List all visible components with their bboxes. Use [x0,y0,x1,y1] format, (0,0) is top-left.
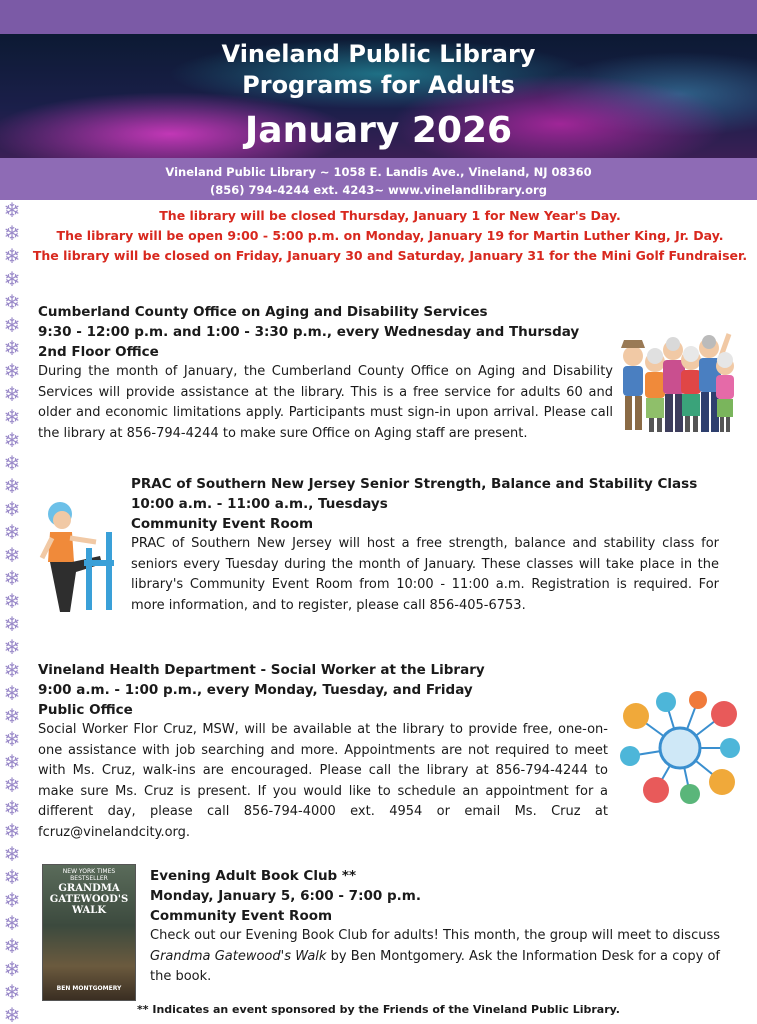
snowflake-icon: ❄ [3,589,21,613]
event-time: Monday, January 5, 6:00 - 7:00 p.m. [150,888,421,904]
event-description [150,926,720,988]
snowflake-icon: ❄ [3,635,21,659]
snowflake-icon: ❄ [3,543,21,567]
snowflake-icon: ❄ [3,957,21,981]
event-location: Community Event Room [131,516,314,532]
event-office-on-aging [38,302,613,444]
event-title: PRAC of Southern New Jersey Senior Strength, Balance and Stability Class [131,476,698,492]
snowflake-icon: ❄ [3,980,21,1004]
event-location: Community Event Room [150,908,333,924]
event-location: 2nd Floor Office [38,344,159,360]
snowflake-icon: ❄ [3,704,21,728]
notice-line: The library will be open 9:00 - 5:00 p.m. on Monday, January 19 for Martin Luther King, Jr. Day. [56,228,724,243]
event-title: Evening Adult Book Club ** [150,868,357,884]
closure-notice [30,206,750,266]
snowflake-icon: ❄ [3,382,21,406]
snowflake-icon: ❄ [3,888,21,912]
library-address: Vineland Public Library ~ 1058 E. Landis Ave., Vineland, NJ 08360 [165,165,592,179]
event-location: Public Office [38,702,133,718]
snowflake-icon: ❄ [3,566,21,590]
snowflake-icon: ❄ [3,474,21,498]
sponsor-footnote: ** Indicates an event sponsored by the Friends of the Vineland Public Library. [137,1003,620,1016]
snowflake-icon: ❄ [3,934,21,958]
snowflake-icon: ❄ [3,1003,21,1024]
snowflake-icon: ❄ [3,865,21,889]
book-cover-image [42,864,136,1001]
book-author: BEN MONTGOMERY [56,985,122,992]
snowflake-icon: ❄ [3,727,21,751]
library-contact: (856) 794-4244 ext. 4243~ www.vinelandlibrary.org [210,183,547,197]
event-description: During the month of January, the Cumberland County Office on Aging and Disability Services will provide assistance at the library. This is a free service for adults 60 and older and economic limitations apply. Participants must sign-in upon arrival. Please call the library at 856-794-4244 to make sure Office on Aging staff are present. [38,364,613,441]
event-title: Cumberland County Office on Aging and Disability Services [38,304,488,320]
snowflake-icon: ❄ [3,290,21,314]
notice-line: The library will be closed Thursday, January 1 for New Year's Day. [159,208,621,223]
seniors-group-illustration [615,326,740,436]
header-subtitle: Programs for Adults [242,71,515,99]
event-book-club [150,866,720,988]
snowflake-icon: ❄ [3,911,21,935]
snowflake-icon: ❄ [3,520,21,544]
book-title: GRANDMA GATEWOOD'S WALK [49,883,129,916]
people-network-illustration [618,690,742,806]
event-title: Vineland Health Department - Social Worker at the Library [38,662,485,678]
header-library-name: Vineland Public Library [221,40,536,68]
book-banner: NEW YORK TIMES BESTSELLER [62,868,116,882]
snowflake-icon: ❄ [3,221,21,245]
header-banner [0,34,757,158]
snowflake-icon: ❄ [3,773,21,797]
notice-line: The library will be closed on Friday, January 30 and Saturday, January 31 for the Mini Golf Fundraiser. [32,248,748,263]
event-social-worker [38,660,608,843]
desc-text: Check out our Evening Book Club for adults! This month, the group will meet to discuss [150,928,720,943]
event-prac-class [131,474,719,616]
book-title-italic: Grandma Gatewood's Walk [150,948,327,964]
snowflake-icon: ❄ [3,819,21,843]
top-purple-strip [0,0,757,34]
snowflake-icon: ❄ [3,750,21,774]
address-bar [0,158,757,200]
snowflake-icon: ❄ [3,681,21,705]
event-description: PRAC of Southern New Jersey will host a free strength, balance and stability class for seniors every Tuesday during the month of January. These classes will take place in the library's Community Event Room from 10:00 - 11:00 a.m. Registration is required. For more information, and to register, please call 856-405-6753. [131,536,719,613]
snowflake-icon: ❄ [3,451,21,475]
snowflake-icon: ❄ [3,796,21,820]
header-month: January 2026 [244,110,513,151]
event-time: 9:30 - 12:00 p.m. and 1:00 - 3:30 p.m., every Wednesday and Thursday [38,324,580,340]
snowflake-icon: ❄ [3,267,21,291]
snowflake-icon: ❄ [3,612,21,636]
snowflake-icon: ❄ [3,313,21,337]
snowflake-icon: ❄ [3,842,21,866]
desc-text: by Ben Montgomery. Ask the Information Desk for a copy of the book. [150,948,721,984]
event-time: 10:00 a.m. - 11:00 a.m., Tuesdays [131,496,388,512]
snowflake-icon: ❄ [3,497,21,521]
snowflake-icon: ❄ [3,405,21,429]
snowflake-icon: ❄ [3,244,21,268]
event-time: 9:00 a.m. - 1:00 p.m., every Monday, Tuesday, and Friday [38,682,473,698]
snowflake-icon: ❄ [3,336,21,360]
snowflake-icon: ❄ [3,428,21,452]
snowflake-icon: ❄ [3,359,21,383]
snowflake-border [0,200,24,1024]
exercise-senior-illustration [34,498,124,616]
event-description: Social Worker Flor Cruz, MSW, will be available at the library to provide free, one-on-one assistance with job searching and more. Appointments are not required to meet with Ms. Cruz, walk-ins are encouraged. Please call the library at 856-794-4244 to make sure Ms. Cruz is present. If you would like to schedule an appointment for a different day, please call 856-794-4000 ext. 4954 or email Ms. Cruz at fcruz@vinelandcity.org. [38,722,608,840]
snowflake-icon: ❄ [3,200,21,222]
snowflake-icon: ❄ [3,658,21,682]
